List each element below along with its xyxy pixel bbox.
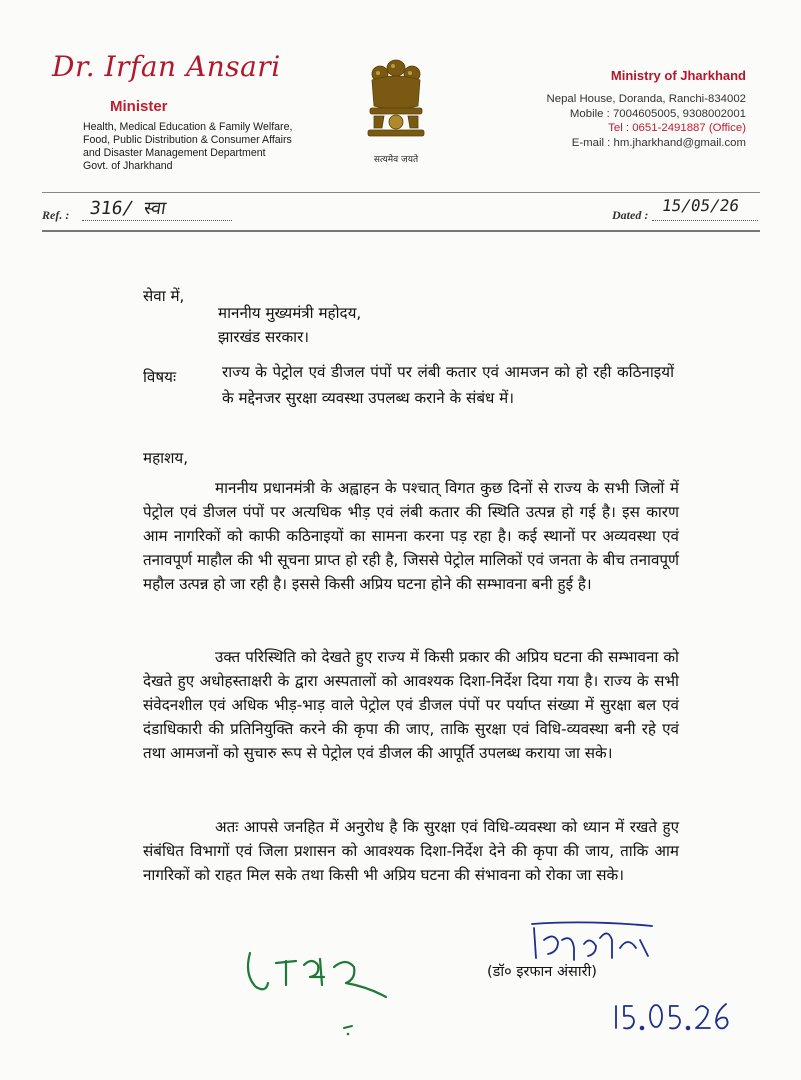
signatory-name: (डॉ० इरफान अंसारी) [487, 964, 597, 980]
office-telephone: Tel : 0651-2491887 (Office) [608, 122, 746, 134]
office-address: Nepal House, Doranda, Ranchi-834002 [546, 93, 746, 105]
minister-name: Dr. Irfan Ansari [52, 50, 281, 83]
greeting: महाशय, [143, 449, 189, 467]
dated-value: 15/05/26 [660, 196, 741, 215]
reference-dotted-line [82, 220, 232, 221]
reference-number: 316/ स्वा [88, 198, 168, 219]
handwritten-date [610, 996, 740, 1036]
handwritten-annotation-green [238, 935, 398, 1005]
letterhead-divider [42, 192, 760, 193]
subject-label: विषयः [143, 368, 177, 386]
dated-dotted-line [652, 220, 758, 221]
body-paragraph-3: अतः आपसे जनहित में अनुरोध है कि सुरक्षा एवं विधि-व्यवस्था को ध्यान में रखते हुए संबंधित विभागों एवं जिला प्रशासन को आवश्यक दिशा-निर्देश देने की कृपा की जाय, ताकि आम नागरिकों को राहत मिल सके तथा किसी भी अप्रिय घटना की संभावना को रोका जा सके। [143, 818, 679, 885]
national-emblem-icon [360, 54, 432, 146]
addressee-line-2: झारखंड सरकार। [218, 328, 310, 346]
subject-text: राज्य के पेट्रोल एवं डीजल पंपों पर लंबी कतार एवं आमजन को हो रही कठिनाइयों के मद्देनजर सुरक्षा व्यवस्था उपलब्ध कराने के संबंध में। [222, 363, 674, 407]
ministry-name: Ministry of Jharkhand [610, 68, 746, 83]
body-paragraph-1: माननीय प्रधानमंत्री के अह्वाहन के पश्चात् विगत कुछ दिनों से राज्य के सभी जिलों में पेट्रोल एवं डीजल पंपों पर अत्यधिक भीड़ एवं लंबी कतार की स्थिति उत्पन्न हो गई है। इस कारण आम नागरिकों को काफी कठिनाइयों का सामना करना पड़ रहा है। कई स्थानों पर अव्यवस्था एवं तनावपूर्ण माहौल की भी सूचना प्राप्त हो रही है, जिससे पेट्रोल मालिकों एवं जनता के बीच तनावपूर्ण महौल उत्पन्न हो जा रही है। इससे किसी अप्रिय घटना होने की सम्भावना बनी हुई है। [143, 479, 679, 594]
minister-title: Minister [110, 98, 168, 115]
recipient-intro: सेवा में, [143, 287, 185, 305]
contact-block [500, 92, 746, 150]
email-address: E-mail : hm.jharkhand@gmail.com [571, 136, 746, 149]
minister-portfolio: Health, Medical Education & Family Welfare, Food, Public Distribution & Consumer Affairs and Disaster Management Department Govt. of Jharkhand [83, 121, 293, 172]
emblem-motto: सत्यमेव जयते [373, 155, 419, 165]
letterhead-bottom-rule [42, 230, 760, 232]
addressee-line-1: माननीय मुख्यमंत्री महोदय, [218, 304, 362, 322]
dated-label: Dated : [612, 208, 649, 222]
mobile-numbers: Mobile : 7004605005, 9308002001 [569, 107, 746, 120]
ink-mark [340, 1018, 360, 1038]
body-paragraph-2: उक्त परिस्थिति को देखते हुए राज्य में किसी प्रकार की अप्रिय घटना की सम्भावना को देखते हुए अधोहस्ताक्षरी के द्वारा अस्पतालों को आवश्यक दिशा-निर्देश दिया गया है। राज्य के सभी संवेदनशील एवं अधिक भीड़-भाड़ वाले पेट्रोल एवं डीजल पंपों पर पर्याप्त संख्या में सुरक्षा बल एवं दंडाधिकारी की प्रतिनियुक्ति करने की कृपा की जाए, ताकि सुरक्षा एवं विधि-व्यवस्था बनी रहे एवं तथा आमजनों को सुचारु रूप से पेट्रोल एवं डीजल की आपूर्ति उपलब्ध कराया जा सके। [143, 648, 679, 763]
reference-label: Ref. : [42, 208, 70, 222]
